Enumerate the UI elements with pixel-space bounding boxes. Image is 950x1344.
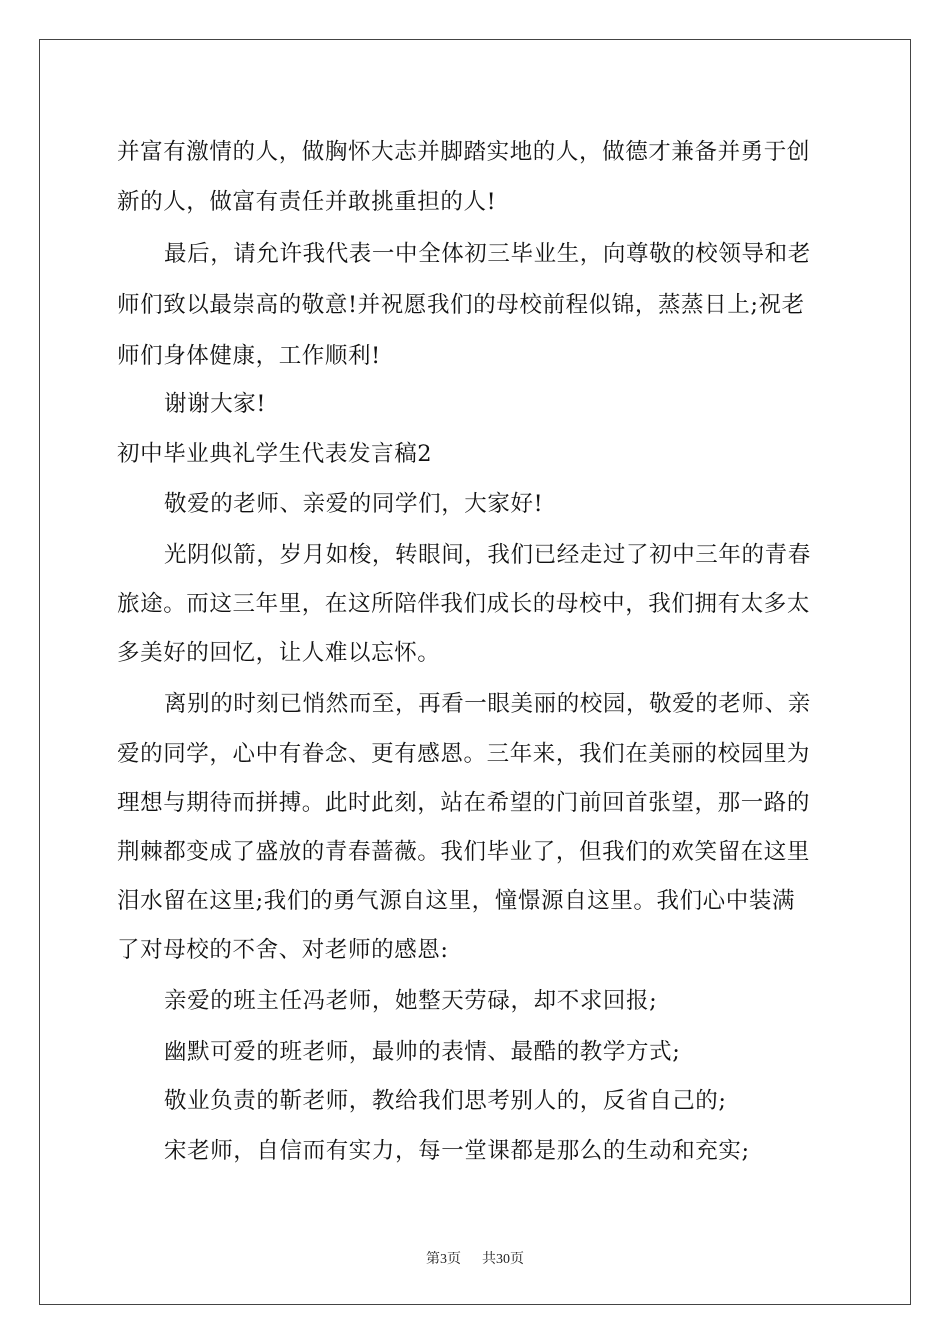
text-line: 新的人，做富有责任并敢挑重担的人! [117,189,497,215]
text-line: 敬爱的老师、亲爱的同学们，大家好! [164,491,544,517]
text-line: 了对母校的不舍、对老师的感恩: [117,937,449,963]
text-line: 多美好的回忆，让人难以忘怀。 [117,640,441,666]
text-line: 宋老师，自信而有实力，每一堂课都是那么的生动和充实; [164,1138,750,1164]
page-footer [0,1248,950,1268]
text-line: 并富有激情的人，做胸怀大志并脚踏实地的人，做德才兼备并勇于创 [117,139,811,165]
text-line: 光阴似箭，岁月如梭，转眼间，我们已经走过了初中三年的青春 [164,542,811,568]
text-line: 敬业负责的靳老师，教给我们思考别人的，反省自己的; [164,1088,727,1114]
text-line: 师们致以最崇高的敬意!并祝愿我们的母校前程似锦，蒸蒸日上;祝老 [117,292,805,318]
section-heading: 初中毕业典礼学生代表发言稿2 [117,441,433,467]
text-line: 旅途。而这三年里，在这所陪伴我们成长的母校中，我们拥有太多太 [117,591,811,617]
text-line: 幽默可爱的班老师，最帅的表情、最酷的教学方式; [164,1039,681,1065]
page-number: 第3页 [426,1252,461,1267]
page-total: 共30页 [482,1252,524,1267]
text-line: 理想与期待而拼搏。此时此刻，站在希望的门前回首张望，那一路的 [117,790,811,816]
text-line: 爱的同学，心中有眷念、更有感恩。三年来，我们在美丽的校园里为 [117,741,811,767]
text-line: 离别的时刻已悄然而至，再看一眼美丽的校园，敬爱的老师、亲 [164,691,811,717]
text-line: 亲爱的班主任冯老师，她整天劳碌，却不求回报; [164,988,658,1014]
text-line: 最后，请允许我代表一中全体初三毕业生，向尊敬的校领导和老 [164,241,811,267]
page-border [39,39,911,1305]
text-line: 荆棘都变成了盛放的青春蔷薇。我们毕业了，但我们的欢笑留在这里 [117,839,811,865]
text-line: 师们身体健康，工作顺利! [117,343,381,369]
text-line: 泪水留在这里;我们的勇气源自这里，憧憬源自这里。我们心中装满 [117,888,796,914]
text-line: 谢谢大家! [164,391,267,417]
